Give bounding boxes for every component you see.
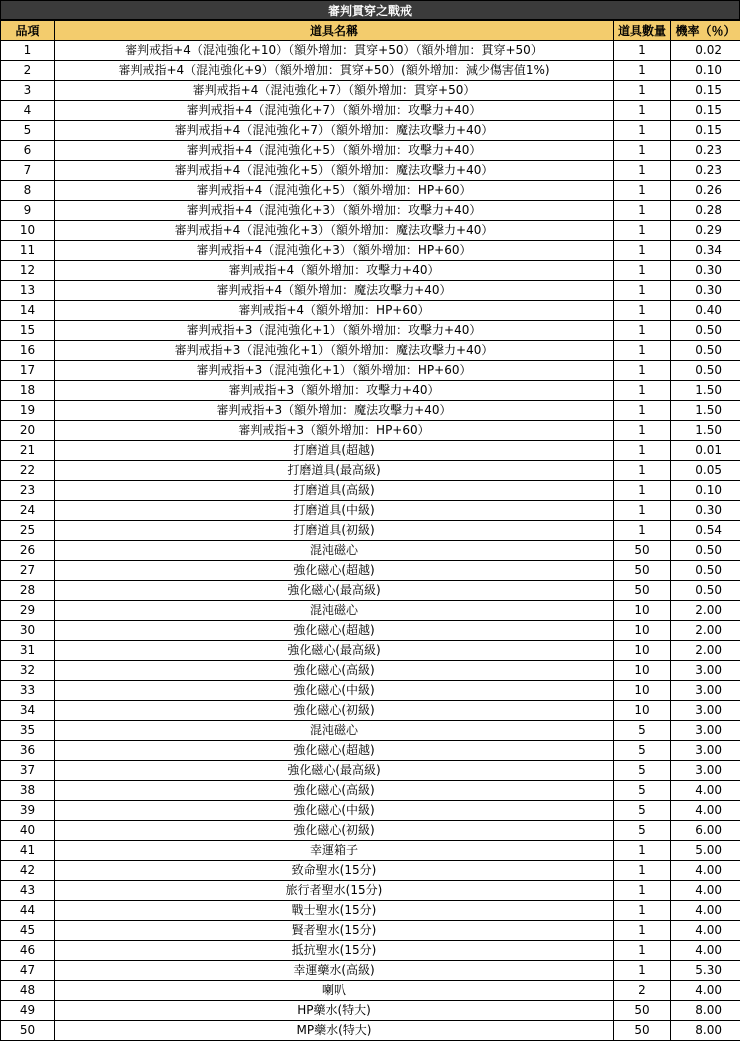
cell-item-no: 4 xyxy=(1,101,55,121)
cell-item-name: 幸運藥水(高級) xyxy=(55,961,614,981)
cell-rate: 3.00 xyxy=(671,721,740,741)
cell-item-no: 40 xyxy=(1,821,55,841)
cell-item-no: 31 xyxy=(1,641,55,661)
cell-item-qty: 10 xyxy=(614,601,671,621)
cell-item-name: 強化磁心(高級) xyxy=(55,781,614,801)
cell-item-qty: 1 xyxy=(614,461,671,481)
table-row xyxy=(1,541,740,561)
cell-item-no: 28 xyxy=(1,581,55,601)
cell-rate: 8.00 xyxy=(671,1021,740,1041)
cell-item-name: 審判戒指+4（混沌強化+3）（額外增加：攻擊力+40） xyxy=(55,201,614,221)
cell-item-name: 審判戒指+4（額外增加：HP+60） xyxy=(55,301,614,321)
table-row xyxy=(1,941,740,961)
cell-item-qty: 5 xyxy=(614,761,671,781)
table-row xyxy=(1,561,740,581)
cell-rate: 4.00 xyxy=(671,781,740,801)
cell-rate: 5.00 xyxy=(671,841,740,861)
cell-item-qty: 1 xyxy=(614,161,671,181)
cell-item-qty: 1 xyxy=(614,841,671,861)
cell-item-no: 38 xyxy=(1,781,55,801)
table-row xyxy=(1,601,740,621)
cell-item-qty: 1 xyxy=(614,921,671,941)
cell-item-name: 審判戒指+4（混沌強化+7）（額外增加：貫穿+50） xyxy=(55,81,614,101)
cell-item-name: 喇叭 xyxy=(55,981,614,1001)
header-item-name: 道具名稱 xyxy=(55,21,614,41)
cell-item-name: 審判戒指+4（混沌強化+5）（額外增加：攻擊力+40） xyxy=(55,141,614,161)
cell-item-qty: 1 xyxy=(614,281,671,301)
cell-rate: 0.10 xyxy=(671,61,740,81)
table-row xyxy=(1,461,740,481)
header-item-qty: 道具數量 xyxy=(614,21,671,41)
cell-item-name: 致命聖水(15分) xyxy=(55,861,614,881)
header-row xyxy=(1,21,740,41)
cell-rate: 0.30 xyxy=(671,281,740,301)
cell-item-no: 15 xyxy=(1,321,55,341)
cell-item-qty: 1 xyxy=(614,941,671,961)
table-row xyxy=(1,961,740,981)
cell-item-name: 審判戒指+4（混沌強化+10）（額外增加：貫穿+50）（額外增加：貫穿+50） xyxy=(55,41,614,61)
cell-item-name: 審判戒指+4（混沌強化+7）（額外增加：攻擊力+40） xyxy=(55,101,614,121)
cell-item-name: 幸運箱子 xyxy=(55,841,614,861)
cell-rate: 5.30 xyxy=(671,961,740,981)
cell-item-name: 審判戒指+4（額外增加：攻擊力+40） xyxy=(55,261,614,281)
cell-item-name: 混沌磁心 xyxy=(55,601,614,621)
cell-item-name: 強化磁心(初級) xyxy=(55,701,614,721)
cell-item-no: 34 xyxy=(1,701,55,721)
cell-item-no: 6 xyxy=(1,141,55,161)
table-row xyxy=(1,841,740,861)
cell-rate: 2.00 xyxy=(671,621,740,641)
table-row xyxy=(1,201,740,221)
cell-item-qty: 5 xyxy=(614,821,671,841)
cell-item-qty: 50 xyxy=(614,1021,671,1041)
cell-rate: 3.00 xyxy=(671,701,740,721)
table-row xyxy=(1,341,740,361)
cell-rate: 1.50 xyxy=(671,421,740,441)
table-row xyxy=(1,481,740,501)
cell-item-qty: 1 xyxy=(614,41,671,61)
cell-rate: 0.15 xyxy=(671,121,740,141)
cell-item-qty: 1 xyxy=(614,861,671,881)
cell-rate: 1.50 xyxy=(671,401,740,421)
cell-item-no: 43 xyxy=(1,881,55,901)
cell-rate: 8.00 xyxy=(671,1001,740,1021)
cell-rate: 0.10 xyxy=(671,481,740,501)
cell-rate: 0.50 xyxy=(671,581,740,601)
cell-item-name: 打磨道具(初級) xyxy=(55,521,614,541)
cell-item-qty: 10 xyxy=(614,621,671,641)
cell-item-name: 強化磁心(最高級) xyxy=(55,581,614,601)
table-row xyxy=(1,641,740,661)
table-row xyxy=(1,661,740,681)
cell-item-no: 8 xyxy=(1,181,55,201)
table-row xyxy=(1,121,740,141)
cell-item-qty: 1 xyxy=(614,401,671,421)
table-row xyxy=(1,161,740,181)
cell-item-no: 22 xyxy=(1,461,55,481)
cell-rate: 4.00 xyxy=(671,801,740,821)
table-row xyxy=(1,421,740,441)
cell-item-no: 45 xyxy=(1,921,55,941)
table-row xyxy=(1,241,740,261)
cell-item-no: 18 xyxy=(1,381,55,401)
cell-item-no: 17 xyxy=(1,361,55,381)
cell-item-no: 19 xyxy=(1,401,55,421)
table-row xyxy=(1,761,740,781)
cell-item-qty: 1 xyxy=(614,181,671,201)
cell-rate: 1.50 xyxy=(671,381,740,401)
cell-item-no: 39 xyxy=(1,801,55,821)
cell-rate: 0.15 xyxy=(671,101,740,121)
cell-item-no: 44 xyxy=(1,901,55,921)
cell-item-name: 賢者聖水(15分) xyxy=(55,921,614,941)
cell-item-name: 審判戒指+3（混沌強化+1）（額外增加：HP+60） xyxy=(55,361,614,381)
cell-item-name: 混沌磁心 xyxy=(55,541,614,561)
cell-item-name: 審判戒指+3（額外增加：攻擊力+40） xyxy=(55,381,614,401)
cell-item-no: 5 xyxy=(1,121,55,141)
cell-item-name: HP藥水(特大) xyxy=(55,1001,614,1021)
cell-item-no: 9 xyxy=(1,201,55,221)
cell-item-no: 46 xyxy=(1,941,55,961)
cell-item-no: 41 xyxy=(1,841,55,861)
cell-item-no: 48 xyxy=(1,981,55,1001)
cell-item-no: 50 xyxy=(1,1021,55,1041)
cell-item-qty: 5 xyxy=(614,781,671,801)
cell-item-no: 10 xyxy=(1,221,55,241)
cell-item-qty: 1 xyxy=(614,881,671,901)
cell-item-name: 強化磁心(超越) xyxy=(55,741,614,761)
cell-item-name: 旅行者聖水(15分) xyxy=(55,881,614,901)
cell-item-qty: 2 xyxy=(614,981,671,1001)
cell-rate: 3.00 xyxy=(671,741,740,761)
cell-rate: 0.34 xyxy=(671,241,740,261)
header-item-no: 品項 xyxy=(1,21,55,41)
cell-rate: 0.50 xyxy=(671,341,740,361)
cell-item-name: MP藥水(特大) xyxy=(55,1021,614,1041)
cell-item-no: 1 xyxy=(1,41,55,61)
table-row xyxy=(1,181,740,201)
table-row xyxy=(1,381,740,401)
cell-item-qty: 10 xyxy=(614,681,671,701)
table-row xyxy=(1,781,740,801)
cell-item-qty: 1 xyxy=(614,141,671,161)
cell-item-name: 審判戒指+4（混沌強化+5）（額外增加：HP+60） xyxy=(55,181,614,201)
cell-item-name: 審判戒指+3（額外增加：魔法攻擊力+40） xyxy=(55,401,614,421)
cell-item-name: 審判戒指+4（混沌強化+7）（額外增加：魔法攻擊力+40） xyxy=(55,121,614,141)
cell-rate: 0.23 xyxy=(671,161,740,181)
cell-item-qty: 1 xyxy=(614,961,671,981)
cell-item-qty: 1 xyxy=(614,261,671,281)
cell-item-name: 強化磁心(超越) xyxy=(55,561,614,581)
cell-item-qty: 10 xyxy=(614,641,671,661)
cell-rate: 4.00 xyxy=(671,921,740,941)
table-row xyxy=(1,261,740,281)
cell-rate: 0.50 xyxy=(671,541,740,561)
cell-rate: 0.50 xyxy=(671,321,740,341)
cell-item-no: 30 xyxy=(1,621,55,641)
table-row xyxy=(1,901,740,921)
cell-item-no: 27 xyxy=(1,561,55,581)
cell-rate: 0.40 xyxy=(671,301,740,321)
cell-item-name: 審判戒指+4（混沌強化+9）（額外增加：貫穿+50）(額外增加：減少傷害值1%) xyxy=(55,61,614,81)
table-row xyxy=(1,921,740,941)
cell-item-name: 戰士聖水(15分) xyxy=(55,901,614,921)
table-row xyxy=(1,441,740,461)
cell-rate: 4.00 xyxy=(671,881,740,901)
cell-item-qty: 1 xyxy=(614,101,671,121)
cell-item-name: 強化磁心(高級) xyxy=(55,661,614,681)
cell-rate: 4.00 xyxy=(671,901,740,921)
cell-item-qty: 1 xyxy=(614,201,671,221)
cell-item-name: 打磨道具(超越) xyxy=(55,441,614,461)
cell-rate: 0.05 xyxy=(671,461,740,481)
cell-item-no: 16 xyxy=(1,341,55,361)
cell-rate: 0.50 xyxy=(671,561,740,581)
cell-item-no: 29 xyxy=(1,601,55,621)
cell-rate: 0.29 xyxy=(671,221,740,241)
table-row xyxy=(1,361,740,381)
cell-item-qty: 1 xyxy=(614,421,671,441)
table-row xyxy=(1,1021,740,1041)
table-row xyxy=(1,61,740,81)
cell-item-qty: 1 xyxy=(614,301,671,321)
cell-item-no: 24 xyxy=(1,501,55,521)
cell-item-no: 26 xyxy=(1,541,55,561)
table-row xyxy=(1,1001,740,1021)
cell-item-no: 2 xyxy=(1,61,55,81)
cell-item-name: 強化磁心(最高級) xyxy=(55,641,614,661)
cell-item-no: 42 xyxy=(1,861,55,881)
table-row xyxy=(1,301,740,321)
cell-rate: 0.50 xyxy=(671,361,740,381)
cell-item-qty: 1 xyxy=(614,81,671,101)
cell-item-qty: 1 xyxy=(614,121,671,141)
drop-rate-table xyxy=(0,20,740,1041)
cell-rate: 0.30 xyxy=(671,261,740,281)
table-body xyxy=(1,41,740,1041)
cell-item-name: 混沌磁心 xyxy=(55,721,614,741)
table-row xyxy=(1,981,740,1001)
cell-rate: 3.00 xyxy=(671,761,740,781)
cell-item-qty: 5 xyxy=(614,721,671,741)
cell-item-name: 抵抗聖水(15分) xyxy=(55,941,614,961)
table-row xyxy=(1,321,740,341)
table-row xyxy=(1,401,740,421)
table-row xyxy=(1,81,740,101)
table-row xyxy=(1,101,740,121)
cell-item-no: 3 xyxy=(1,81,55,101)
cell-item-name: 打磨道具(最高級) xyxy=(55,461,614,481)
cell-item-no: 13 xyxy=(1,281,55,301)
cell-item-no: 14 xyxy=(1,301,55,321)
cell-item-name: 強化磁心(中級) xyxy=(55,681,614,701)
cell-item-qty: 5 xyxy=(614,741,671,761)
cell-rate: 0.28 xyxy=(671,201,740,221)
cell-item-name: 審判戒指+3（混沌強化+1）（額外增加：魔法攻擊力+40） xyxy=(55,341,614,361)
cell-item-qty: 50 xyxy=(614,561,671,581)
cell-item-no: 11 xyxy=(1,241,55,261)
table-row xyxy=(1,701,740,721)
table-row xyxy=(1,281,740,301)
cell-item-name: 審判戒指+4（混沌強化+5）（額外增加：魔法攻擊力+40） xyxy=(55,161,614,181)
table-row xyxy=(1,41,740,61)
cell-item-name: 打磨道具(高級) xyxy=(55,481,614,501)
cell-item-name: 審判戒指+3（額外增加：HP+60） xyxy=(55,421,614,441)
cell-item-qty: 10 xyxy=(614,701,671,721)
table-row xyxy=(1,581,740,601)
cell-rate: 2.00 xyxy=(671,601,740,621)
table-row xyxy=(1,141,740,161)
cell-item-no: 23 xyxy=(1,481,55,501)
cell-item-name: 強化磁心(初級) xyxy=(55,821,614,841)
cell-rate: 0.26 xyxy=(671,181,740,201)
cell-item-qty: 50 xyxy=(614,1001,671,1021)
cell-item-qty: 1 xyxy=(614,241,671,261)
cell-item-no: 12 xyxy=(1,261,55,281)
cell-item-no: 36 xyxy=(1,741,55,761)
cell-item-qty: 1 xyxy=(614,361,671,381)
cell-rate: 3.00 xyxy=(671,661,740,681)
cell-item-qty: 1 xyxy=(614,441,671,461)
cell-item-no: 7 xyxy=(1,161,55,181)
cell-rate: 0.01 xyxy=(671,441,740,461)
table-row xyxy=(1,621,740,641)
cell-item-qty: 1 xyxy=(614,481,671,501)
cell-item-qty: 1 xyxy=(614,381,671,401)
cell-rate: 4.00 xyxy=(671,981,740,1001)
cell-item-no: 21 xyxy=(1,441,55,461)
cell-item-name: 審判戒指+4（混沌強化+3）（額外增加：HP+60） xyxy=(55,241,614,261)
cell-item-qty: 50 xyxy=(614,541,671,561)
cell-item-name: 審判戒指+3（混沌強化+1）（額外增加：攻擊力+40） xyxy=(55,321,614,341)
cell-item-no: 32 xyxy=(1,661,55,681)
cell-item-name: 打磨道具(中級) xyxy=(55,501,614,521)
table-row xyxy=(1,881,740,901)
header-rate: 機率（％） xyxy=(671,21,740,41)
cell-item-name: 審判戒指+4（額外增加：魔法攻擊力+40） xyxy=(55,281,614,301)
cell-item-qty: 1 xyxy=(614,501,671,521)
cell-rate: 0.15 xyxy=(671,81,740,101)
cell-rate: 4.00 xyxy=(671,941,740,961)
cell-rate: 0.54 xyxy=(671,521,740,541)
cell-item-qty: 50 xyxy=(614,581,671,601)
table-row xyxy=(1,521,740,541)
table-row xyxy=(1,221,740,241)
cell-item-no: 25 xyxy=(1,521,55,541)
cell-item-qty: 1 xyxy=(614,221,671,241)
table-row xyxy=(1,721,740,741)
cell-item-qty: 1 xyxy=(614,901,671,921)
table-row xyxy=(1,821,740,841)
cell-item-name: 強化磁心(最高級) xyxy=(55,761,614,781)
cell-item-qty: 1 xyxy=(614,521,671,541)
cell-item-qty: 5 xyxy=(614,801,671,821)
cell-item-name: 強化磁心(中級) xyxy=(55,801,614,821)
cell-rate: 6.00 xyxy=(671,821,740,841)
cell-rate: 4.00 xyxy=(671,861,740,881)
table-row xyxy=(1,741,740,761)
cell-rate: 3.00 xyxy=(671,681,740,701)
cell-item-name: 強化磁心(超越) xyxy=(55,621,614,641)
table-row xyxy=(1,501,740,521)
cell-rate: 0.30 xyxy=(671,501,740,521)
cell-rate: 0.23 xyxy=(671,141,740,161)
cell-item-no: 35 xyxy=(1,721,55,741)
cell-item-no: 37 xyxy=(1,761,55,781)
cell-item-qty: 1 xyxy=(614,341,671,361)
cell-item-qty: 1 xyxy=(614,61,671,81)
table-row xyxy=(1,861,740,881)
cell-item-no: 47 xyxy=(1,961,55,981)
cell-item-qty: 10 xyxy=(614,661,671,681)
cell-item-qty: 1 xyxy=(614,321,671,341)
table-row xyxy=(1,681,740,701)
cell-rate: 2.00 xyxy=(671,641,740,661)
table-title: 審判貫穿之戰戒 xyxy=(0,0,740,20)
cell-item-no: 20 xyxy=(1,421,55,441)
table-row xyxy=(1,801,740,821)
cell-item-no: 33 xyxy=(1,681,55,701)
cell-rate: 0.02 xyxy=(671,41,740,61)
cell-item-no: 49 xyxy=(1,1001,55,1021)
cell-item-name: 審判戒指+4（混沌強化+3）（額外增加：魔法攻擊力+40） xyxy=(55,221,614,241)
